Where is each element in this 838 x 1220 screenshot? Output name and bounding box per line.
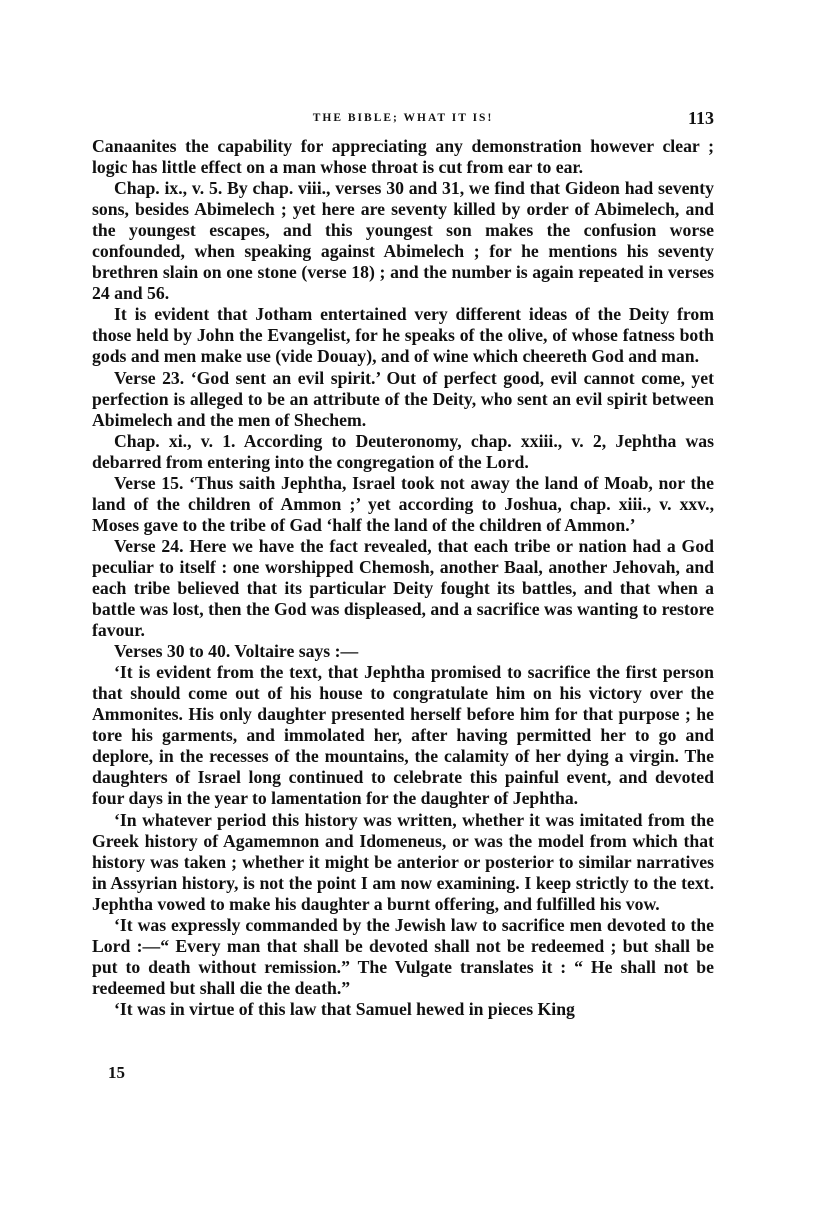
paragraph-voltaire-quote-1: ‘It is evident from the text, that Jephtha promised to sacrifice the first person that should come out of his house to congratulate him on his victory over the Ammonites. His only daughter presented herself before him for that purpose ; he tore his garments, and immolated her, after having permitted her to go and deplore, in the recesses of the mountains, the calamity of her dying a virgin. The daughters of Israel long continued to celebrate this painful event, and devoted four days in the year to lamentation for the daughter of Jephtha. xyxy=(92,662,714,809)
paragraph-voltaire-quote-2: ‘In whatever period this history was written, whether it was imitated from the Greek history of Agamemnon and Idomeneus, or was the model from which that history was taken ; whether it might be anterior or posterior to similar narratives in Assyrian history, is not the point I am now examining. I keep strictly to the text. Jephtha vowed to make his daughter a burnt offering, and fulfilled his vow. xyxy=(92,809,714,914)
paragraph-jotham: It is evident that Jotham entertained very different ideas of the Deity from those held by John the Evangelist, for he speaks of the olive, of whose fatness both gods and men make use (vide Douay), and of wine which cheereth God and man. xyxy=(92,304,714,367)
book-page xyxy=(92,100,714,1020)
paragraph-verse-23: Verse 23. ‘God sent an evil spirit.’ Out of perfect good, evil cannot come, yet perfection is alleged to be an attribute of the Deity, who sent an evil spirit between Abimelech and the men of Shechem. xyxy=(92,367,714,430)
paragraph-chap-ix-v5: Chap. ix., v. 5. By chap. viii., verses 30 and 31, we find that Gideon had seventy sons, besides Abimelech ; yet here are seventy killed by order of Abimelech, and the youngest escapes, and this youngest son makes the confusion worse confounded, when speaking against Abimelech ; for he mentions his seventy brethren slain on one stone (verse 18) ; and the number is again repeated in verses 24 and 56. xyxy=(92,178,714,304)
signature-mark: 15 xyxy=(108,1063,125,1082)
body-text xyxy=(92,136,714,1020)
paragraph-chap-xi-v1: Chap. xi., v. 1. According to Deuteronomy, chap. xxiii., v. 2, Jephtha was debarred from entering into the congregation of the Lord. xyxy=(92,430,714,472)
running-head xyxy=(92,100,714,136)
paragraph-canaanites: Canaanites the capability for appreciating any demonstration however clear ; logic has little effect on a man whose throat is cut from ear to ear. xyxy=(92,136,714,178)
paragraph-voltaire-quote-4: ‘It was in virtue of this law that Samuel hewed in pieces King xyxy=(114,998,575,1019)
paragraph-verse-24: Verse 24. Here we have the fact revealed, that each tribe or nation had a God peculiar to itself : one worshipped Chemosh, another Baal, another Jehovah, and each tribe believed that its particular Deity fought its battles, and that when a battle was lost, then the God was displeased, and a sacrifice was wanting to restore favour. xyxy=(92,535,714,641)
running-title: THE BIBLE; WHAT IT IS! xyxy=(312,112,494,124)
paragraph-voltaire-quote-3: ‘It was expressly commanded by the Jewish law to sacrifice men devoted to the Lord :—“ Every man that shall be devoted shall not be redeemed ; but shall be put to death without remission.” The Vulgate translates it : “ He shall not be redeemed but shall die the death.” xyxy=(92,914,714,998)
paragraph-verses-30-40: Verses 30 to 40. Voltaire says :— xyxy=(114,641,359,662)
paragraph-verse-15: Verse 15. ‘Thus saith Jephtha, Israel took not away the land of Moab, nor the land of the children of Ammon ;’ yet according to Joshua, chap. xiii., v. xxv., Moses gave to the tribe of Gad ‘half the land of the children of Ammon.’ xyxy=(92,472,714,535)
page-number: 113 xyxy=(687,108,714,128)
